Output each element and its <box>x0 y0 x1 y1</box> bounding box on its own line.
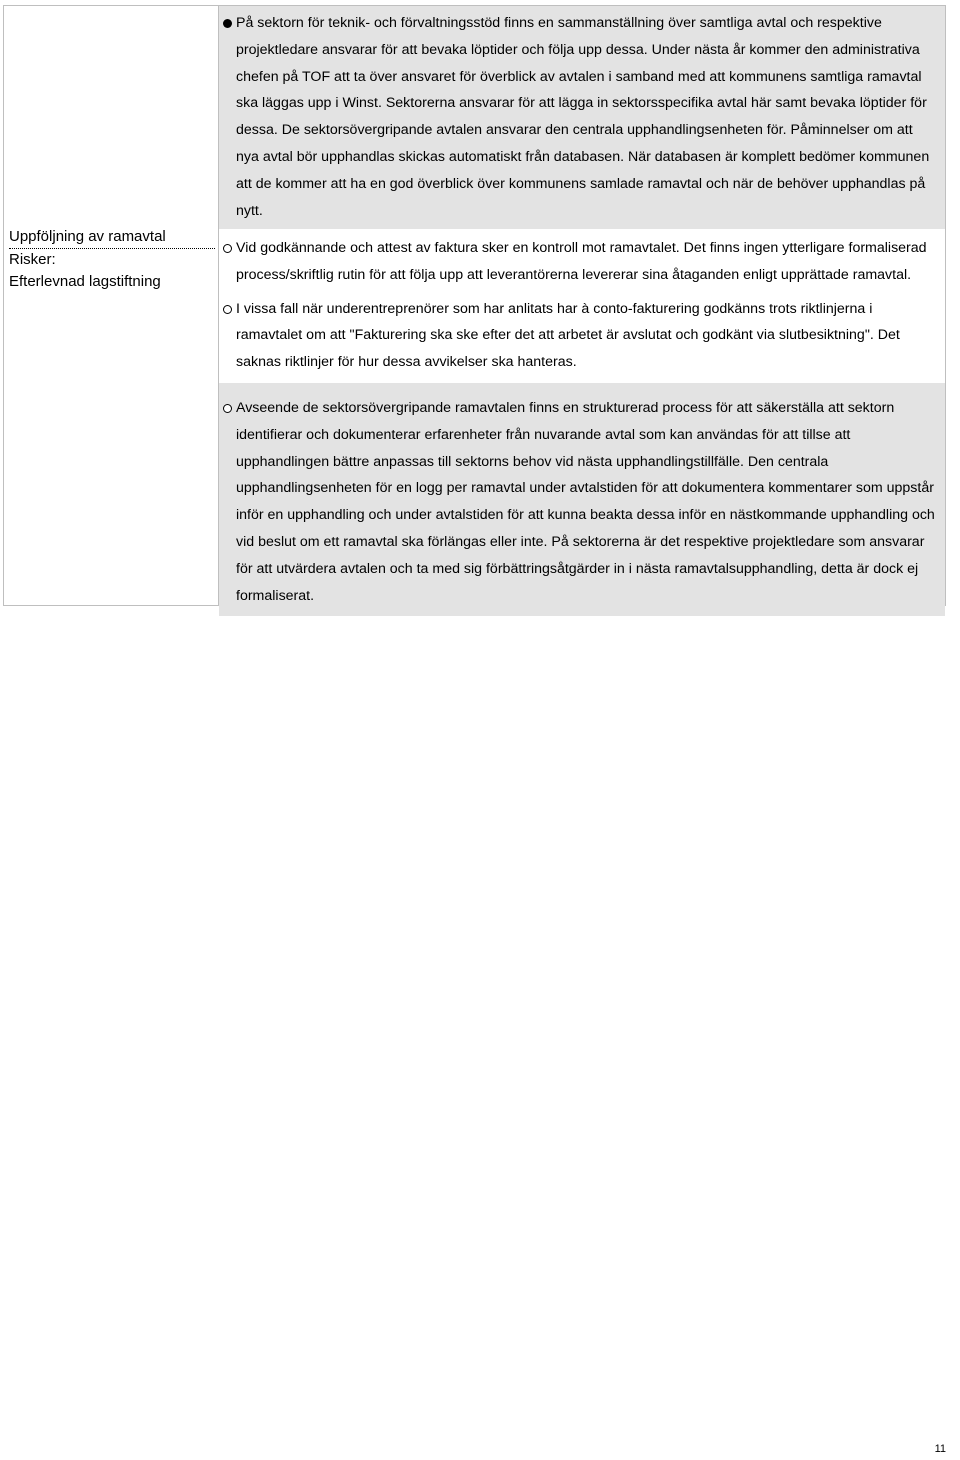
area-cell <box>4 6 219 605</box>
page-number: 11 <box>934 1443 946 1455</box>
findings-block-invoicing <box>219 229 945 383</box>
risk-value: Efterlevnad lagstiftning <box>9 273 161 290</box>
risk-label: Risker: <box>9 251 56 268</box>
findings-cell <box>219 6 945 605</box>
area-title: Uppföljning av ramavtal <box>9 227 215 249</box>
list-item-text: I vissa fall när underentreprenörer som har anlitats har à conto-fakturering godkänns trots riktlinjerna i ramavtalet om att "Fakturering ska ske efter det att arbetet är avslutat och godkänt via slutbesiktning". Det saknas riktlinjer för hur dessa avvikelser ska hanteras. <box>236 300 900 371</box>
bullet-icon <box>223 19 232 28</box>
findings-block-process <box>219 383 945 616</box>
area-label <box>9 227 215 293</box>
list-item <box>219 235 945 289</box>
list-item-text: Avseende de sektorsövergripande ramavtalen finns en strukturerad process för att säkerställa att sektorn identifierar och dokumenterar erfarenheter från nuvarande avtal som kan användas för att tillse att upphandlingen bättre anpassas till sektorns behov vid nästa upphandlingstillfälle. Den centrala upphandlingsenheten för en logg per ramavtal under avtalstiden för att dokumentera kommentarer som uppstår inför en upphandling och under avtalstiden för att kunna beakta dessa inför en nästkommande upphandling och vid beslut om ett ramavtal ska förlängas eller inte. På sektorerna är det respektive projektledare som ansvarar för att utvärdera avtalen och ta med sig förbättringsåtgärder in i nästa ramavtalsupphandling, detta är dock ej formaliserat. <box>236 399 935 604</box>
assessment-table <box>3 5 946 606</box>
bullet-icon <box>223 404 232 413</box>
bullet-icon <box>223 244 232 253</box>
list-item <box>219 296 945 376</box>
list-item-text: Vid godkännande och attest av faktura sker en kontroll mot ramavtalet. Det finns ingen ytterligare formaliserad process/skriftlig rutin för att följa upp att leverantörerna levererar sina åtaganden enligt upprättade ramavtal. <box>236 240 927 283</box>
findings-block-overview <box>219 6 945 229</box>
bullet-icon <box>223 305 232 314</box>
list-item <box>219 10 945 224</box>
list-item-text: På sektorn för teknik- och förvaltningsstöd finns en sammanställning över samtliga avtal och respektive projektledare ansvarar för att bevaka löptider och följa upp dessa. Under nästa år kommer den administrativa chefen på TOF att ta över ansvaret för överblick av avtalen i samband med att kommunens samtliga ramavtal ska läggas upp i Winst. Sektorerna ansvarar för att lägga in sektorsspecifika avtal här samt bevaka löptider för dessa. De sektorsövergripande avtalen ansvarar den centrala upphandlingsenheten för. Påminnelser om att nya avtal bör upphandlas skickas automatiskt från databasen. När databasen är komplett bedömer kommunen att de kommer att ha en god överblick över kommunens samlade ramavtal och när de behöver upphandlas på nytt. <box>236 15 930 219</box>
list-item <box>219 395 945 609</box>
